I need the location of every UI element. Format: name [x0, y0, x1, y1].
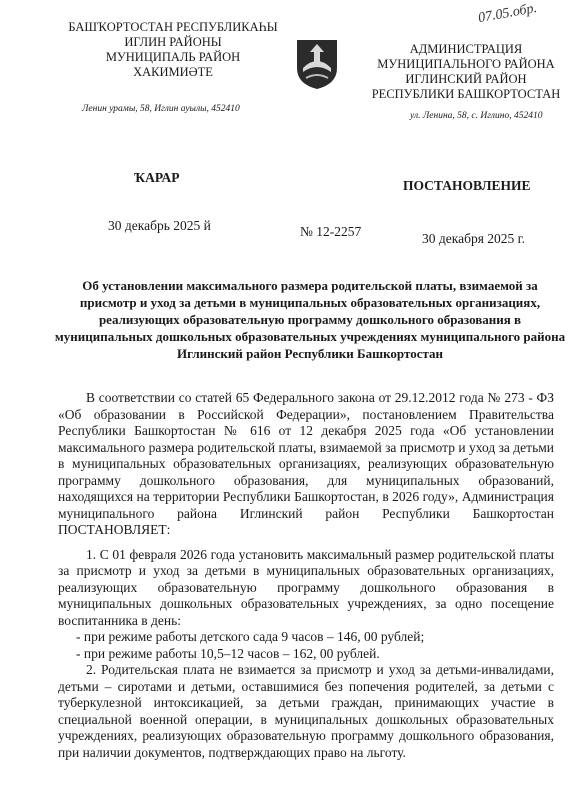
document-body — [58, 390, 554, 761]
decree-date-russian: 30 декабря 2025 г. — [422, 231, 526, 246]
item-2-paragraph: 2. Родительская плата не взимается за присмотр и уход за детьми-инвалидами, детьми – сиротами и детьми, оставшимися без попечения родителей, за детьми с туберкулезной интоксикацией, за детьми граждан, принимающих участие в специальной военной операции, в муниципальных дошкольных образовательных учреждениях, реализующих образовательную программу дошкольного образования, при наличии документов, подтверждающих право на льготу. — [58, 662, 554, 760]
coat-of-arms-icon — [294, 38, 340, 90]
decree-word-bashkir: ҠАРАР — [134, 170, 180, 185]
item-1-option-a: - при режиме работы детского сада 9 часов – 146, 00 рублей; — [76, 629, 425, 644]
header-left-line3: МУНИЦИПАЛЬ РАЙОН — [105, 50, 241, 64]
preamble-paragraph: В соответствии со статей 65 Федерального закона от 29.12.2012 года № 273 - ФЗ «Об образовании в Российской Федерации», постановлением Правительства Республики Башкортостан № 616 от 12 декабря 2025 года «Об установлении максимального размера родительской платы, взимаемой за присмотр и уход за детьми в муниципальных образовательных организациях, реализующих образовательную программу дошкольного образования, для муниципальных образований, находящихся на территории Республики Башкортостан, в 2026 году», Администрация муниципального района Иглинский район Республики Башкортостан ПОСТАНОВЛЯЕТ: — [58, 390, 554, 537]
header-right-line4: РЕСПУБЛИКИ БАШКОРТОСТАН — [371, 87, 561, 101]
header-left-address: Ленин урамы, 58, Иглин ауылы, 452410 — [82, 104, 240, 114]
item-1-option-b: - при режиме работы 10,5–12 часов – 162, 00 рублей. — [76, 645, 380, 661]
header-right-line1: АДМИНИСТРАЦИЯ — [409, 42, 523, 56]
header-right-line2: МУНИЦИПАЛЬНОГО РАЙОНА — [377, 57, 555, 71]
header-left — [58, 20, 288, 80]
header-right — [355, 42, 577, 102]
handwritten-note: 07.05.обр. — [477, 0, 539, 27]
header-right-address: ул. Ленина, 58, с. Иглино, 452410 — [410, 111, 543, 121]
decree-word-russian: ПОСТАНОВЛЕНИЕ — [403, 178, 531, 193]
header-left-line2: ИГЛИН РАЙОНЫ — [124, 35, 222, 49]
header-left-line1: БАШҠОРТОСТАН РЕСПУБЛИКАҺЫ — [68, 20, 278, 34]
header-right-line3: ИГЛИНСКИЙ РАЙОН — [405, 72, 527, 86]
decree-date-bashkir: 30 декабрь 2025 й — [108, 218, 211, 233]
header-left-line4: ХАКИМИӘТЕ — [133, 65, 213, 79]
document-title: Об установлении максимального размера родительской платы, взимаемой за присмотр и уход за детьми в муниципальных образовательных организациях, реализующих образовательную программу дошкольного образования в муниципальных дошкольных образовательных учреждениях муниципального района Иглинский район Республики Башкортостан — [54, 278, 566, 361]
item-1-paragraph: 1. С 01 февраля 2026 года установить максимальный размер родительской платы за присмотр и уход за детьми в муниципальных образовательных организациях, реализующих образовательную программу дошкольного образования в муниципальных дошкольных образовательных учреждениях, за одно посещение воспитанника в день: — [58, 546, 554, 628]
decree-number: № 12-2257 — [300, 224, 362, 239]
